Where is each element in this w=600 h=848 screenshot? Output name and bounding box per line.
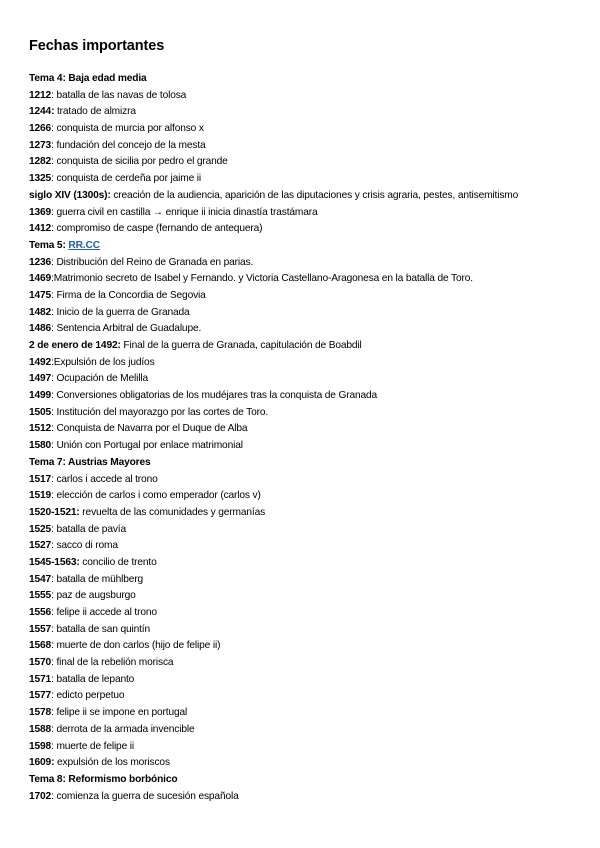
entry-text: :Expulsión de los judíos [51,356,155,368]
date-entry [29,688,580,705]
entry-text: : comienza la guerra de sucesión española [51,790,239,802]
entry-text: : carlos i accede al trono [51,473,158,485]
entry-text: : Distribución del Reino de Granada en parias. [51,256,254,268]
date-entry [29,171,580,188]
date-entry [29,121,580,138]
date-entry [29,705,580,722]
section-heading: Tema 8: Reformismo borbónico [29,773,178,785]
entry-text: tratado de almizra [54,106,136,118]
entry-text: : compromiso de caspe (fernando de antequera) [51,223,263,235]
date-entry [29,355,580,372]
entry-date: 1325 [29,173,52,185]
entry-text: Final de la guerra de Granada, capitulación de Boabdil [120,340,362,351]
date-entry [29,188,580,205]
date-entry [29,88,580,105]
entry-text: : Sentencia Arbitral de Guadalupe. [51,323,202,335]
date-entry [29,472,580,489]
entry-date: 1588 [29,723,52,735]
date-entry [29,305,580,322]
entry-text: expulsión de los moriscos [54,757,170,769]
entry-text: : batalla de san quintín [51,623,150,635]
entry-text: creación de la audiencia, aparición de las diputaciones y crisis agraria, pestes, antisemitismo [110,189,519,201]
date-entry [29,255,580,272]
document-title: Fechas importantes [29,38,165,54]
date-entry [29,288,580,305]
entry-text: : guerra civil en castilla → enrique ii inicia dinastía trastámara [51,206,318,218]
entry-date: 1557 [29,623,52,635]
entry-text: : conquista de cerdeña por jaime ii [51,173,201,185]
entry-text: : batalla de lepanto [51,673,135,685]
entry-date: 1499 [29,390,52,402]
entry-text: : Ocupación de Melilla [51,373,149,385]
date-entry [29,221,580,238]
entry-date: 1545-1563: [29,556,80,568]
date-entry [29,555,580,572]
entry-date: 1273 [29,139,52,151]
entry-text: : derrota de la armada invencible [51,723,195,735]
entry-date: 1702 [29,790,52,802]
date-entry [29,672,580,689]
date-entry [29,522,580,539]
date-entry [29,722,580,739]
entry-date: 1369 [29,206,52,218]
entry-text: :Matrimonio secreto de Isabel y Fernando. y Victoria Castellano-Aragonesa en la batalla de Toro. [51,273,473,285]
date-entry [29,421,580,438]
entry-date: 1519 [29,490,52,502]
entry-date: 1486 [29,323,52,335]
entry-text: revuelta de las comunidades y germanías [79,506,266,518]
section-heading-link[interactable]: RR.CC [68,239,100,251]
entry-date: 1497 [29,373,52,385]
entry-date: 1568 [29,640,52,652]
entry-date: 1547 [29,573,52,585]
date-entry [29,321,580,338]
entry-text: concilio de trento [79,556,157,568]
entry-date: 1580 [29,440,52,452]
entry-date: 1556 [29,607,52,618]
date-list [29,71,580,805]
entry-text: : final de la rebelión morisca [51,657,174,669]
entry-text: : batalla de las navas de tolosa [51,89,187,101]
entry-date: 1598 [29,740,52,752]
entry-date: 1282 [29,156,52,168]
date-entry [29,104,580,121]
entry-date: 1412 [29,223,52,235]
entry-text: : conquista de sicilia por pedro el grande [51,156,228,168]
date-entry [29,789,580,806]
entry-text: : muerte de felipe ii [51,740,134,752]
entry-date: 1578 [29,707,52,719]
date-entry [29,538,580,555]
date-entry [29,438,580,455]
entry-text: : sacco di roma [51,540,118,552]
date-entry [29,388,580,405]
entry-text: : Unión con Portugal por enlace matrimonial [51,440,243,452]
entry-date: 1609: [29,757,55,769]
entry-date: 1525 [29,523,52,535]
date-entry [29,605,580,622]
entry-text: : Institución del mayorazgo por las cortes de Toro. [51,406,269,418]
entry-text: : edicto perpetuo [51,690,125,702]
entry-text: : elección de carlos i como emperador (carlos v) [51,490,261,502]
entry-text: : Conquista de Navarra por el Duque de Alba [51,423,248,435]
entry-date: 1512 [29,423,52,435]
entry-date: 1266 [29,123,52,135]
entry-text: : paz de augsburgo [51,590,136,602]
section-heading: Tema 4: Baja edad media [29,73,147,84]
section-heading: Tema 7: Austrias Mayores [29,456,151,468]
entry-date: 1475 [29,289,52,301]
date-entry [29,371,580,388]
entry-text: : Conversiones obligatorias de los mudéjares tras la conquista de Granada [51,390,378,402]
entry-date: 1469 [29,273,52,285]
date-entry [29,488,580,505]
section-heading [29,238,580,255]
entry-date: 1577 [29,690,52,702]
entry-date: 1482 [29,306,52,318]
entry-date: siglo XIV (1300s): [29,189,111,201]
date-entry [29,138,580,155]
entry-text: : batalla de mühlberg [51,573,144,585]
date-entry [29,271,580,288]
entry-date: 1520-1521: [29,506,80,518]
entry-date: 1555 [29,590,52,602]
date-entry [29,154,580,171]
date-entry [29,739,580,756]
section-heading-label: Tema 5: [29,239,69,251]
entry-date: 2 de enero de 1492: [29,340,121,351]
entry-text: : batalla de pavía [51,523,126,535]
date-entry [29,205,580,222]
date-entry [29,338,580,355]
date-entry [29,588,580,605]
entry-text: : Firma de la Concordia de Segovia [51,289,206,301]
entry-date: 1212 [29,89,52,101]
entry-text: : fundación del concejo de la mesta [51,139,206,151]
date-entry [29,622,580,639]
date-entry [29,505,580,522]
entry-text: : Inicio de la guerra de Granada [51,306,190,318]
date-entry [29,638,580,655]
date-entry [29,655,580,672]
date-entry [29,755,580,772]
entry-text: : conquista de murcia por alfonso x [51,123,204,135]
entry-date: 1244: [29,106,55,118]
entry-date: 1505 [29,406,52,418]
entry-text: : felipe ii accede al trono [51,607,157,618]
entry-text: : felipe ii se impone en portugal [51,707,188,719]
entry-date: 1527 [29,540,52,552]
entry-text: : muerte de don carlos (hijo de felipe ii) [51,640,221,652]
entry-date: 1236 [29,256,52,268]
entry-date: 1571 [29,673,52,685]
entry-date: 1570 [29,657,52,669]
entry-date: 1517 [29,473,52,485]
date-entry [29,572,580,589]
entry-date: 1492 [29,356,52,368]
date-entry [29,405,580,422]
